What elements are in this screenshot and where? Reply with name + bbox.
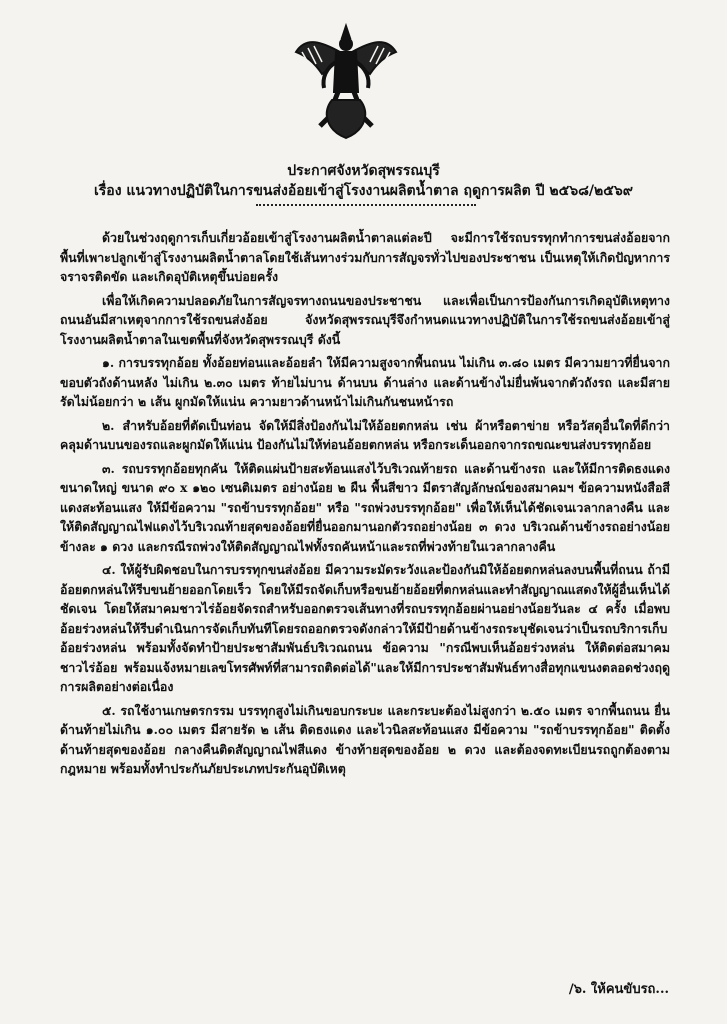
paragraph-item-2: ๒. สำหรับอ้อยที่ตัดเป็นท่อน จัดให้มีสิ่งป้องกันไม่ให้อ้อยตกหล่น เช่น ผ้าหรือตาข่าย หรือวัสดุอื่นใดที่ดีกว่าคลุมด้านบนของรถและผูกมัดให้แน่น ป้องกันไม่ให้ท่อนอ้อยตกหล่น หรือกระเด็นออกจากรถขณะขนส่งบรรทุกอ้อย	[60, 417, 670, 452]
document-body	[60, 228, 670, 783]
paragraph-item-5: ๕. รถใช้งานเกษตรกรรม บรรทุกสูงไม่เกินขอบกระบะ และกระบะต้องไม่สูงกว่า ๒.๕๐ เมตร จากพื้นถนน ยื่นด้านท้ายไม่เกิน ๑.๐๐ เมตร มีสายรัด ๒ เส้น ติดธงแดง และไวนิลสะท้อนแสง มีข้อความ "รถข้าบรรทุกอ้อย" ติดตั้งด้านท้ายสุดของอ้อย กลางคืนติดสัญญาณไฟสีแดง ข้างท้ายสุดของอ้อย ๒ ดวง และต้องจดทะเบียนรถถูกต้องตามกฎหมาย พร้อมทั้งทำประกันภัยประเภทประกันอุบัติเหตุ	[60, 702, 670, 776]
dotted-divider	[256, 204, 476, 206]
paragraph-purpose: เพื่อให้เกิดความปลอดภัยในการสัญจรทางถนนของประชาชน และเพื่อเป็นการป้องกันการเกิดอุบัติเหตุทางถนนอันมีสาเหตุจากการใช้รถขนส่งอ้อย จังหวัดสุพรรณบุรีจึงกำหนดแนวทางปฏิบัติในการใช้รถขนส่งอ้อยเข้าสู่โรงงานผลิตน้ำตาลในเขตพื้นที่จังหวัดสุพรรณบุรี ดังนี้	[60, 292, 670, 347]
paragraph-item-4: ๔. ให้ผู้รับผิดชอบในการบรรทุกขนส่งอ้อย มีความระมัดระวังและป้องกันมิให้อ้อยตกหล่นลงบนพื้นที่ถนน ถ้ามีอ้อยตกหล่นให้รีบขนย้ายออกโดยเร็ว โดยให้มีรถจัดเก็บหรือขนย้ายอ้อยที่ตกหล่นและทำสัญญาณแสดงให้ผู้อื่นเห็นได้ชัดเจน โดยให้สมาคมชาวไร่อ้อยจัดรถสำหรับออกตรวจเส้นทางที่รถบรรทุกอ้อยผ่านอย่างน้อยวันละ ๔ ครั้ง เมื่อพบอ้อยร่วงหล่นให้รีบดำเนินการจัดเก็บทันทีโดยรถออกตรวจดังกล่าวให้มีป้ายด้านข้างรถระบุชัดเจนว่าเป็นรถบริการเก็บอ้อยร่วงหล่น พร้อมทั้งจัดทำป้ายประชาสัมพันธ์บริเวณถนน ข้อความ "กรณีพบเห็นอ้อยร่วงหล่น ให้ติดต่อสมาคมชาวไร่อ้อย พร้อมแจ้งหมายเลขโทรศัพท์ที่สามารถติดต่อได้"และให้มีการประชาสัมพันธ์ทางสื่อทุกแขนงตลอดช่วงฤดูการผลิตอย่างต่อเนื่อง	[60, 562, 670, 694]
paragraph-item-3: ๓. รถบรรทุกอ้อยทุกคัน ให้ติดแผ่นป้ายสะท้อนแสงไว้บริเวณท้ายรถ และด้านข้างรถ และให้มีการติดธงแดงขนาดใหญ่ ขนาด ๙๐ x ๑๒๐ เซนติเมตร อย่างน้อย ๒ ผืน พื้นสีขาว มีตราสัญลักษณ์ของสมาคมฯ ข้อความหนังสือสีแดงสะท้อนแสง ให้มีข้อความ "รถข้าบรรทุกอ้อย" หรือ "รถพ่วงบรรทุกอ้อย" เพื่อให้เห็นได้ชัดเจนเวลากลางคืน และให้ติดสัญญาณไฟแดงไว้บริเวณท้ายสุดของอ้อยที่ยื่นออกมานอกตัวรถอย่างน้อย ๓ ดวง บริเวณด้านข้างรถอย่างน้อยข้างละ ๑ ดวง และกรณีรถพ่วงให้ติดสัญญาณไฟทั้งรถคันหน้าและรถที่พ่วงท้ายในเวลากลางคืน	[60, 460, 670, 554]
garuda-emblem-icon	[292, 22, 400, 142]
announcement-subject: เรื่อง แนวทางปฏิบัติในการขนส่งอ้อยเข้าสู่โรงงานผลิตน้ำตาล ฤดูการผลิต ปี ๒๕๖๘/๒๕๖๙	[93, 183, 633, 199]
announcement-title: ประกาศจังหวัดสุพรรณบุรี	[287, 163, 440, 179]
paragraph-intro: ด้วยในช่วงฤดูการเก็บเกี่ยวอ้อยเข้าสู่โรงงานผลิตน้ำตาลแต่ละปี จะมีการใช้รถบรรทุกทำการขนส่งอ้อยจากพื้นที่เพาะปลูกเข้าสู่โรงงานผลิตน้ำตาลโดยใช้เส้นทางร่วมกับการสัญจรทั่วไปของประชาชน เป็นเหตุให้เกิดปัญหาการจราจรติดขัด และเกิดอุบัติเหตุขึ้นบ่อยครั้ง	[60, 230, 670, 284]
page-continuation: /๖. ให้คนขับรถ...	[568, 982, 669, 997]
paragraph-item-1: ๑. การบรรทุกอ้อย ทั้งอ้อยท่อนและอ้อยลำ ให้มีความสูงจากพื้นถนน ไม่เกิน ๓.๘๐ เมตร มีความยาวที่ยื่นจากขอบตัวถังด้านหลัง ไม่เกิน ๒.๓๐ เมตร ท้ายไม่บาน ด้านบน ด้านล่าง และด้านข้างไม่ยื่นพ้นจากตัวถังรถ และมีสายรัดไม่น้อยกว่า ๒ เส้น ผูกมัดให้แน่น ความยาวด้านหน้าไม่เกินกันชนหน้ารถ	[60, 355, 670, 409]
